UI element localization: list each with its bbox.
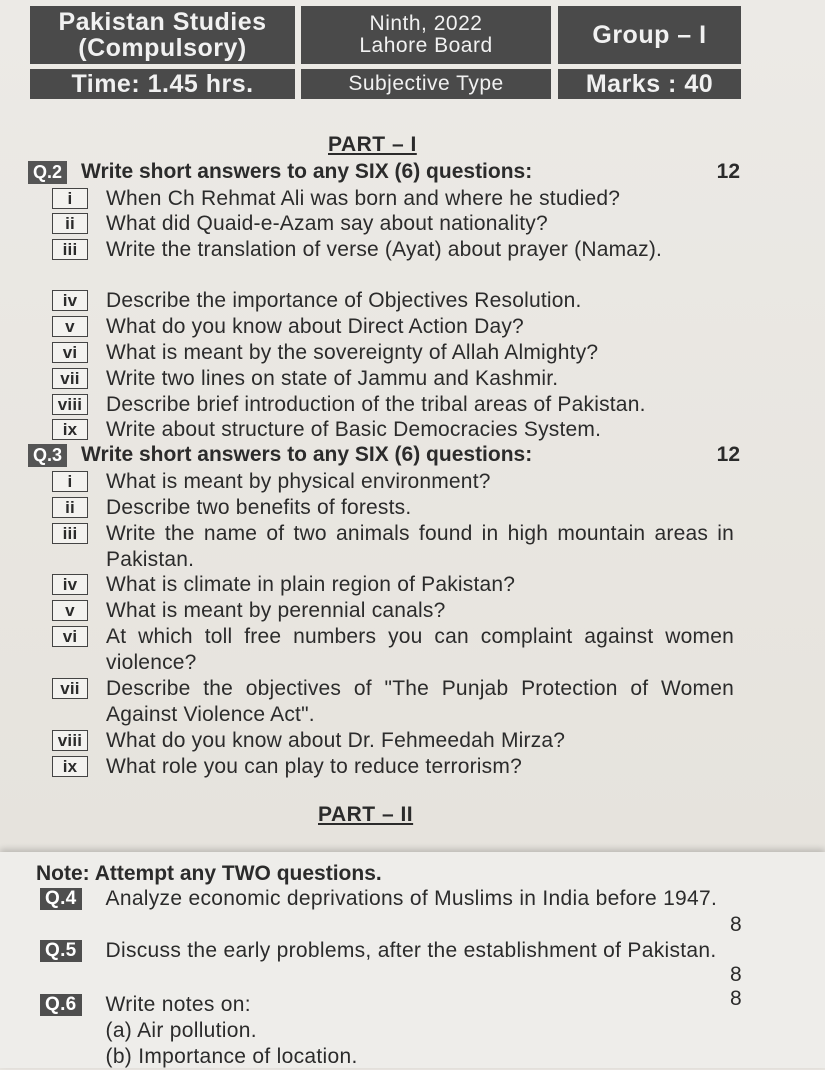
question-number: Q.2 (28, 161, 67, 184)
item-number: v (52, 600, 88, 621)
item-text: Describe brief introduction of the tribal areas of Pakistan. (106, 393, 646, 416)
question-text: Analyze economic deprivations of Muslims in India before 1947. (105, 887, 718, 910)
exam-board: Lahore Board (359, 34, 493, 57)
item-number: ii (52, 497, 88, 518)
exam-group: Group – I (592, 20, 707, 49)
list-item (52, 676, 734, 727)
item-text: What did Quaid-e-Azam say about nationality? (106, 212, 548, 235)
list-item (52, 495, 734, 521)
list-item (52, 211, 734, 237)
sub-question: (b) Importance of location. (105, 1045, 358, 1068)
question-2-heading (28, 160, 740, 184)
list-item (52, 624, 734, 675)
item-number: v (52, 316, 88, 337)
item-number: ii (52, 213, 88, 234)
item-number: viii (52, 394, 88, 415)
item-text: What is climate in plain region of Pakistan? (106, 573, 516, 596)
list-item (52, 572, 734, 598)
item-text: What do you know about Dr. Fehmeedah Mirza? (106, 729, 566, 752)
part-2-note: Note: Attempt any TWO questions. (36, 862, 382, 885)
question-marks: 12 (716, 443, 740, 466)
item-text: What is meant by perennial canals? (106, 599, 446, 622)
question-marks: 8 (730, 913, 742, 936)
exam-type: Subjective Type (348, 71, 504, 95)
list-item (52, 366, 734, 392)
question-4 (40, 886, 742, 936)
question-instruction: Write short answers to any SIX (6) questions: (81, 160, 533, 183)
item-number: viii (52, 730, 88, 751)
item-text: At which toll free numbers you can complaint against women violence? (106, 625, 734, 674)
question-number: Q.4 (40, 888, 82, 910)
item-text: Describe the importance of Objectives Resolution. (106, 289, 582, 312)
list-item (52, 728, 734, 754)
subject-box (30, 6, 295, 64)
item-text: What is meant by physical environment? (106, 470, 491, 493)
list-item (52, 521, 734, 572)
list-item (52, 186, 734, 212)
question-3-heading (28, 443, 740, 467)
question-text: Discuss the early problems, after the establishment of Pakistan. (105, 939, 717, 962)
list-item (52, 392, 734, 418)
item-number: iii (52, 523, 88, 544)
item-number: iii (52, 239, 88, 260)
item-text: When Ch Rehmat Ali was born and where he studied? (106, 187, 621, 210)
subject-subtitle: (Compulsory) (78, 34, 247, 62)
item-text: Write two lines on state of Jammu and Kashmir. (106, 367, 559, 390)
item-number: vi (52, 342, 88, 363)
item-text: Describe two benefits of forests. (106, 496, 412, 519)
question-number: Q.3 (28, 444, 67, 467)
part-1-title: PART – I (328, 133, 417, 156)
item-text: Write about structure of Basic Democracies System. (106, 418, 602, 441)
exam-year: Ninth, 2022 (369, 11, 483, 35)
item-number: i (52, 471, 88, 492)
time-box (30, 69, 295, 99)
question-6 (40, 987, 742, 1070)
item-number: iv (52, 290, 88, 311)
part-2-title: PART – II (318, 803, 414, 826)
list-item (52, 314, 734, 340)
list-item (52, 598, 734, 624)
question-marks: 8 (730, 987, 742, 1010)
type-box (301, 69, 551, 99)
subject-title: Pakistan Studies (58, 7, 267, 36)
exam-marks: Marks : 40 (585, 69, 714, 98)
item-text: What do you know about Direct Action Day? (106, 315, 524, 338)
question-text: Write notes on: (105, 993, 251, 1016)
item-text: Describe the objectives of "The Punjab Protection of Women Against Violence Act". (106, 677, 734, 726)
list-item (52, 469, 734, 495)
marks-box (558, 69, 741, 99)
item-text: Write the name of two animals found in high mountain areas in Pakistan. (106, 522, 734, 571)
item-number: vi (52, 626, 88, 647)
list-item (52, 340, 734, 366)
list-item (52, 237, 734, 263)
list-item (52, 417, 734, 443)
item-number: ix (52, 756, 88, 777)
list-item (52, 754, 734, 780)
question-5 (40, 938, 742, 986)
item-number: vii (52, 678, 88, 699)
question-number: Q.5 (40, 940, 82, 962)
board-box (301, 6, 551, 64)
question-number: Q.6 (40, 994, 82, 1016)
item-text: What role you can play to reduce terrorism? (106, 755, 522, 778)
item-number: vii (52, 368, 88, 389)
item-number: iv (52, 574, 88, 595)
item-number: ix (52, 419, 88, 440)
group-box (558, 6, 741, 64)
item-text: What is meant by the sovereignty of Allah Almighty? (106, 341, 599, 364)
exam-time: Time: 1.45 hrs. (71, 69, 254, 98)
question-instruction: Write short answers to any SIX (6) questions: (81, 443, 533, 466)
item-text: Write the translation of verse (Ayat) about prayer (Namaz). (106, 238, 663, 261)
sub-question: (a) Air pollution. (105, 1019, 257, 1042)
question-marks: 8 (730, 963, 742, 986)
question-marks: 12 (716, 160, 740, 183)
list-item (52, 288, 734, 314)
item-number: i (52, 188, 88, 209)
